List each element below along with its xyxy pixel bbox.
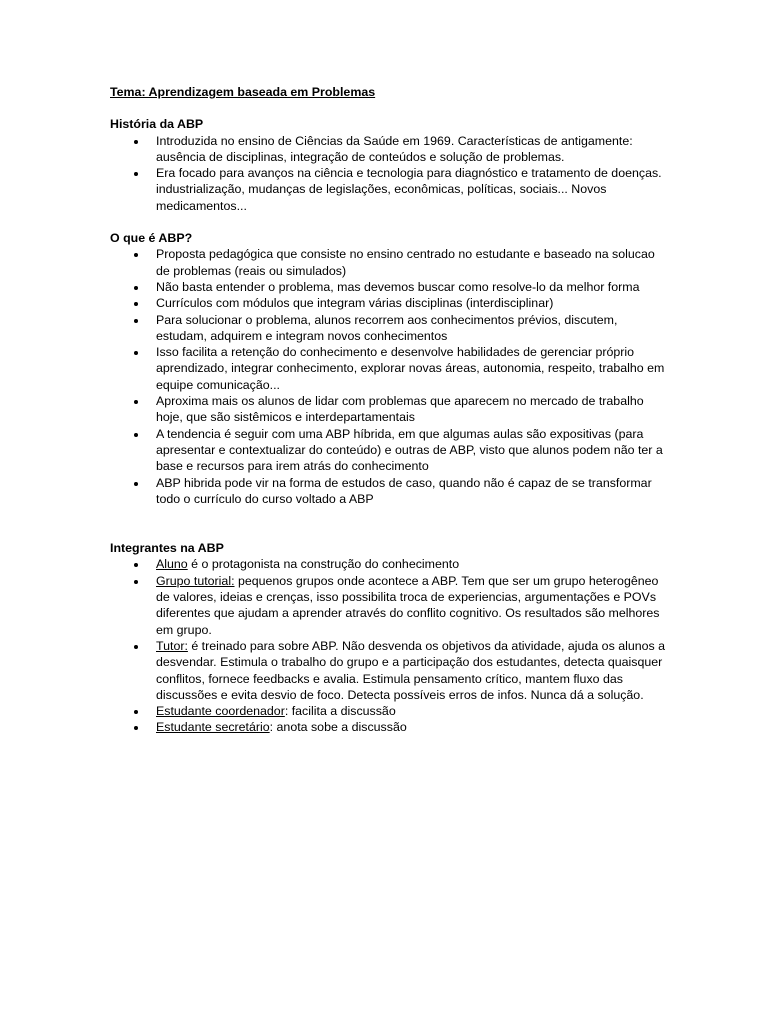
section-heading-integrantes: Integrantes na ABP [110, 541, 224, 556]
bullet-list-historia [110, 133, 670, 214]
section-spacer [110, 507, 670, 540]
list-item: Não basta entender o problema, mas devemos buscar como resolve-lo da melhor forma [156, 279, 670, 295]
term-description: é treinado para sobre ABP. Não desvenda os objetivos da atividade, ajuda os alunos a desvendar. Estimula o trabalho do grupo e a participação dos estudantes, detecta quaisquer conflitos, fornece feedbacks e avalia. Estimula pensamento crítico, mantem fluxo das discussões e evita desvio de foco. Detecta possíveis erros de infos. Nunca dá a solução. [156, 638, 666, 702]
list-item: Aproxima mais os alunos de lidar com problemas que aparecem no mercado de trabalho hoje, que são sistêmicos e interdepartamentais [156, 393, 670, 426]
list-item: Isso facilita a retenção do conhecimento e desenvolve habilidades de gerenciar próprio aprendizado, integrar conhecimento, explorar novas áreas, autonomia, respeito, trabalho em equipe comunicação... [156, 344, 670, 393]
term-grupo-tutorial: Grupo tutorial: [156, 573, 235, 588]
bullet-list-o-que-e [110, 246, 670, 507]
term-description: : anota sobe a discussão [269, 720, 407, 735]
list-item: ABP hibrida pode vir na forma de estudos de caso, quando não é capaz de se transformar todo o currículo do curso voltado a ABP [156, 475, 670, 508]
bullet-list-integrantes [110, 556, 670, 735]
term-tutor: Tutor: [156, 638, 188, 653]
list-item: Currículos com módulos que integram várias disciplinas (interdisciplinar) [156, 295, 670, 311]
document-page [110, 84, 670, 736]
list-item: Introduzida no ensino de Ciências da Saúde em 1969. Características de antigamente: ausência de disciplinas, integração de conteúdos e solução de problemas. [156, 133, 670, 166]
section-heading-historia: História da ABP [110, 117, 204, 132]
list-item: Era focado para avanços na ciência e tecnologia para diagnóstico e tratamento de doenças. industrialização, mudanças de legislações, econômicas, políticas, sociais... Novos medicamentos... [156, 165, 670, 214]
term-estudante-secretario: Estudante secretário [156, 720, 270, 735]
list-item: Proposta pedagógica que consiste no ensino centrado no estudante e baseado na solucao de problemas (reais ou simulados) [156, 246, 670, 279]
list-item: Para solucionar o problema, alunos recorrem aos conhecimentos prévios, discutem, estudam, adquirem e integram novos conhecimentos [156, 312, 670, 345]
section-spacer [110, 214, 670, 230]
document-title: Tema: Aprendizagem baseada em Problemas [110, 85, 376, 99]
term-description: pequenos grupos onde acontece a ABP. Tem que ser um grupo heterogêneo de valores, ideias e crenças, isso possibilita troca de experiencias, argumentações e POVs diferentes que ajudam a aprender através do conflito cognitivo. Os resultados são melhores em grupo. [156, 573, 660, 637]
list-item [156, 638, 670, 703]
list-item [156, 573, 670, 638]
list-item [156, 719, 670, 735]
term-description: é o protagonista na construção do conhecimento [187, 557, 460, 572]
list-item [156, 556, 670, 572]
term-estudante-coordenador: Estudante coordenador [156, 704, 285, 719]
term-aluno: Aluno [156, 557, 188, 572]
section-heading-o-que-e: O que é ABP? [110, 231, 193, 246]
term-description: : facilita a discussão [284, 704, 396, 719]
list-item [156, 703, 670, 719]
list-item: A tendencia é seguir com uma ABP híbrida, em que algumas aulas são expositivas (para apresentar e contextualizar do conteúdo) e outras de ABP, visto que alunos podem não ter a base e recursos para irem atrás do conhecimento [156, 426, 670, 475]
